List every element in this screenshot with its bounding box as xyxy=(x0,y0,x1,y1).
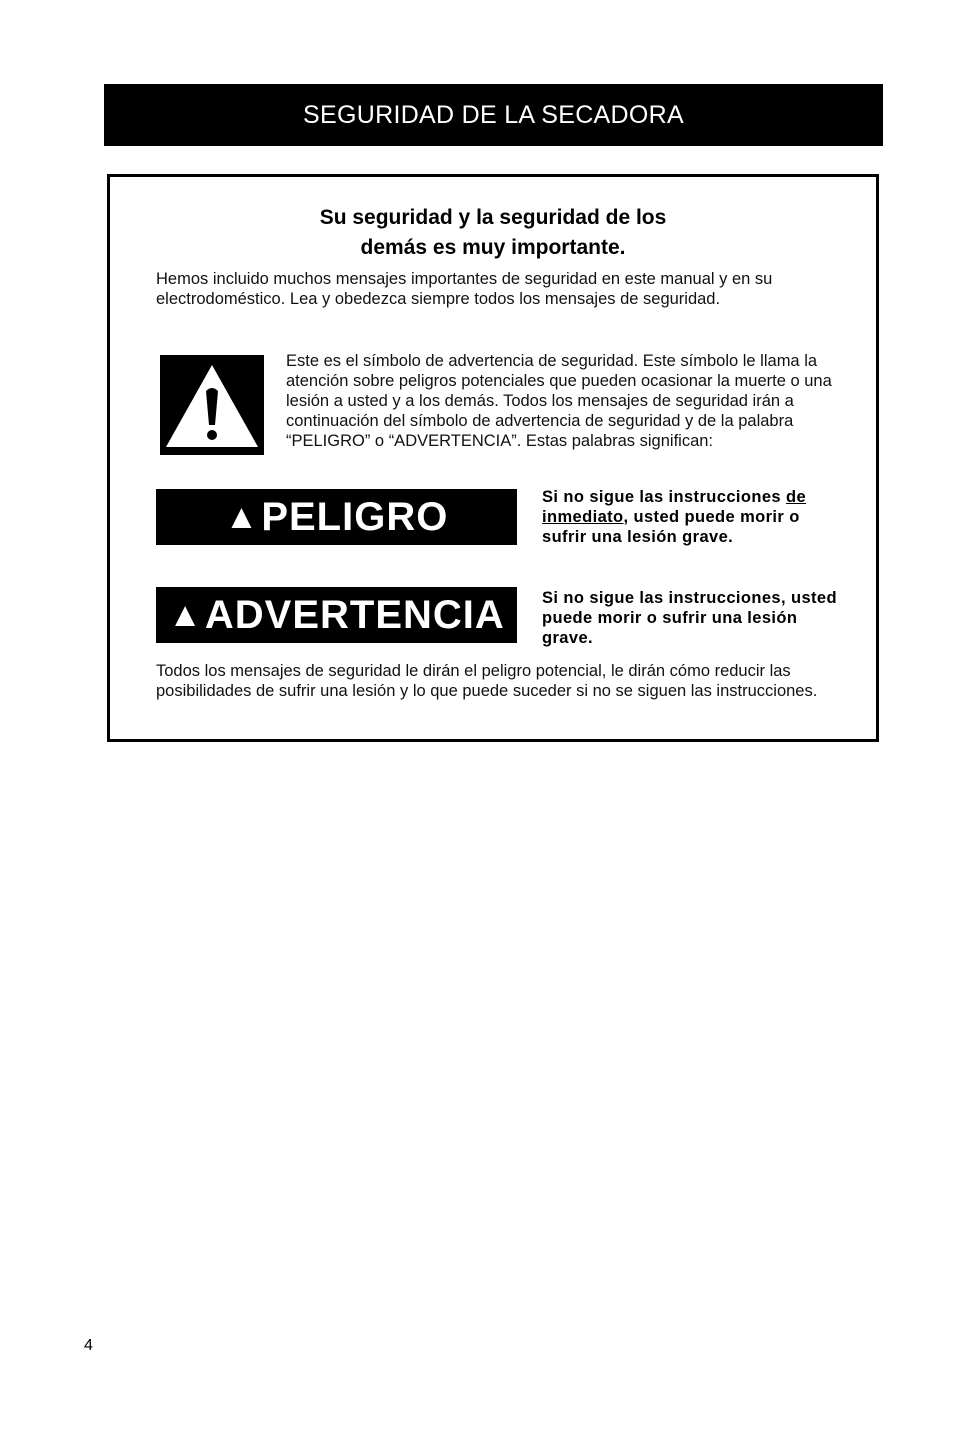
page-number: 4 xyxy=(84,1337,93,1354)
symbol-explanation: Este es el símbolo de advertencia de seguridad. Este símbolo le llama la atención sobre peligros potenciales que pueden ocasionar la muerte o una lesión a usted y a los demás. Todos los mensajes de seguridad irán a continuación del símbolo de advertencia de seguridad y de la palabra “PELIGRO” o “ADVERTENCIA”. Estas palabras significan: xyxy=(286,352,832,450)
intro-paragraph: Hemos incluido muchos mensajes importantes de seguridad en este manual y en su electrodoméstico. Lea y obedezca siempre todos los mensajes de seguridad. xyxy=(156,270,773,308)
peligro-description xyxy=(542,487,842,547)
section-header-bar xyxy=(104,84,883,146)
safety-message-box xyxy=(107,174,879,742)
box-title xyxy=(110,203,876,263)
warning-triangle-icon: ▲ xyxy=(168,595,203,634)
warning-triangle-icon: ▲ xyxy=(224,497,260,536)
peligro-desc-underline: de inmediato xyxy=(542,488,807,526)
outro-paragraph: Todos los mensajes de seguridad le dirán el peligro potencial, le dirán cómo reducir las posibilidades de sufrir una lesión y lo que puede suceder si no se siguen las instrucciones. xyxy=(156,662,818,700)
box-title-line2: demás es muy importante. xyxy=(360,236,626,259)
peligro-signal-word xyxy=(156,489,517,545)
warning-triangle-icon xyxy=(160,355,264,455)
advertencia-description: Si no sigue las instrucciones, usted puede morir o sufrir una lesión grave. xyxy=(542,589,837,647)
peligro-desc-part2: , usted puede morir o sufrir una lesión grave. xyxy=(542,508,800,546)
peligro-label: PELIGRO xyxy=(261,494,449,539)
advertencia-signal-word xyxy=(156,587,517,643)
box-title-line1: Su seguridad y la seguridad de los xyxy=(319,206,667,229)
advertencia-label: ADVERTENCIA xyxy=(204,592,505,637)
section-title: SEGURIDAD DE LA SECADORA xyxy=(303,100,684,129)
safety-alert-symbol xyxy=(160,355,264,455)
peligro-desc-part1: Si no sigue las instrucciones xyxy=(542,488,786,506)
